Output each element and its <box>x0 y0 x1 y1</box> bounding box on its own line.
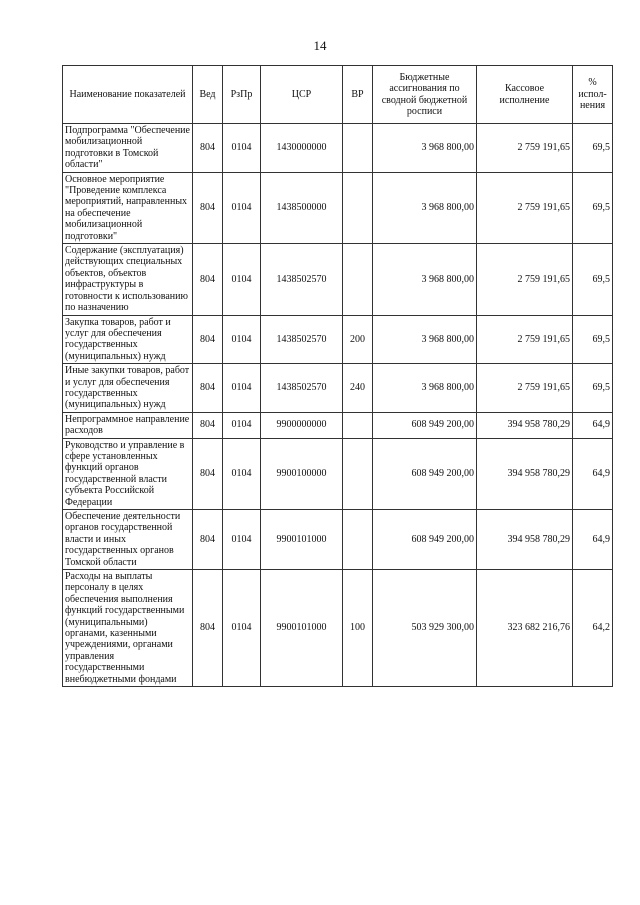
col-header-cash: Кассовое исполнение <box>477 66 573 124</box>
cell-percent: 69,5 <box>573 315 613 364</box>
table-row <box>63 510 613 570</box>
table-row <box>63 364 613 413</box>
cell-budget: 3 968 800,00 <box>373 315 477 364</box>
cell-ved: 804 <box>193 124 223 173</box>
cell-name: Непрограммное направление расходов <box>63 412 193 438</box>
cell-vr <box>343 172 373 243</box>
table-row <box>63 172 613 243</box>
cell-vr: 240 <box>343 364 373 413</box>
cell-rzpr: 0104 <box>223 315 261 364</box>
cell-name: Расходы на выплаты персоналу в целях обеспечения выполнения функций государственными (муниципальными) органами, казенными учреждениями, органами управления государственными внебюджетными фондами <box>63 570 193 687</box>
cell-rzpr: 0104 <box>223 510 261 570</box>
cell-rzpr: 0104 <box>223 244 261 315</box>
cell-budget: 3 968 800,00 <box>373 172 477 243</box>
cell-csr: 9900101000 <box>261 570 343 687</box>
cell-cash: 2 759 191,65 <box>477 315 573 364</box>
cell-csr: 1438500000 <box>261 172 343 243</box>
cell-vr <box>343 438 373 509</box>
col-header-budget: Бюджетные ассигнования по сводной бюджетной росписи <box>373 66 477 124</box>
cell-name: Руководство и управление в сфере установленных функций органов государственной власти субъекта Российской Федерации <box>63 438 193 509</box>
cell-percent: 64,9 <box>573 438 613 509</box>
cell-cash: 394 958 780,29 <box>477 438 573 509</box>
table-row <box>63 570 613 687</box>
cell-cash: 394 958 780,29 <box>477 510 573 570</box>
cell-cash: 2 759 191,65 <box>477 244 573 315</box>
page-number: 14 <box>313 38 327 53</box>
cell-percent: 64,9 <box>573 510 613 570</box>
cell-rzpr: 0104 <box>223 172 261 243</box>
cell-budget: 3 968 800,00 <box>373 364 477 413</box>
table-header-row <box>63 66 613 124</box>
cell-vr <box>343 124 373 173</box>
budget-execution-table <box>62 65 613 687</box>
cell-csr: 9900000000 <box>261 412 343 438</box>
cell-csr: 1438502570 <box>261 315 343 364</box>
cell-percent: 64,2 <box>573 570 613 687</box>
cell-cash: 2 759 191,65 <box>477 124 573 173</box>
cell-name: Иные закупки товаров, работ и услуг для обеспечения государственных (муниципальных) нужд <box>63 364 193 413</box>
cell-ved: 804 <box>193 438 223 509</box>
col-header-rzpr: РзПр <box>223 66 261 124</box>
cell-name: Основное мероприятие "Проведение комплекса мероприятий, направленных на обеспечение мобилизационной подготовки" <box>63 172 193 243</box>
col-header-name: Наименование показателей <box>63 66 193 124</box>
cell-percent: 69,5 <box>573 364 613 413</box>
cell-budget: 608 949 200,00 <box>373 510 477 570</box>
table-row <box>63 124 613 173</box>
cell-ved: 804 <box>193 315 223 364</box>
cell-rzpr: 0104 <box>223 124 261 173</box>
cell-cash: 323 682 216,76 <box>477 570 573 687</box>
cell-percent: 64,9 <box>573 412 613 438</box>
cell-rzpr: 0104 <box>223 438 261 509</box>
cell-csr: 1430000000 <box>261 124 343 173</box>
cell-budget: 608 949 200,00 <box>373 412 477 438</box>
col-header-ved: Вед <box>193 66 223 124</box>
cell-cash: 2 759 191,65 <box>477 172 573 243</box>
cell-ved: 804 <box>193 412 223 438</box>
cell-cash: 2 759 191,65 <box>477 364 573 413</box>
cell-rzpr: 0104 <box>223 412 261 438</box>
cell-ved: 804 <box>193 172 223 243</box>
cell-rzpr: 0104 <box>223 364 261 413</box>
cell-percent: 69,5 <box>573 172 613 243</box>
cell-csr: 9900100000 <box>261 438 343 509</box>
table-row <box>63 412 613 438</box>
table-row <box>63 244 613 315</box>
cell-percent: 69,5 <box>573 244 613 315</box>
cell-ved: 804 <box>193 244 223 315</box>
cell-ved: 804 <box>193 510 223 570</box>
table-row <box>63 315 613 364</box>
col-header-vr: ВР <box>343 66 373 124</box>
cell-ved: 804 <box>193 364 223 413</box>
cell-cash: 394 958 780,29 <box>477 412 573 438</box>
cell-budget: 503 929 300,00 <box>373 570 477 687</box>
cell-budget: 3 968 800,00 <box>373 124 477 173</box>
cell-vr <box>343 244 373 315</box>
cell-name: Закупка товаров, работ и услуг для обеспечения государственных (муниципальных) нужд <box>63 315 193 364</box>
table-row <box>63 438 613 509</box>
col-header-csr: ЦСР <box>261 66 343 124</box>
cell-budget: 3 968 800,00 <box>373 244 477 315</box>
cell-csr: 9900101000 <box>261 510 343 570</box>
cell-name: Подпрограмма "Обеспечение мобилизационной подготовки в Томской области" <box>63 124 193 173</box>
cell-name: Обеспечение деятельности органов государственной власти и иных государственных органов Томской области <box>63 510 193 570</box>
cell-vr <box>343 510 373 570</box>
cell-rzpr: 0104 <box>223 570 261 687</box>
table-body <box>63 124 613 687</box>
cell-vr: 100 <box>343 570 373 687</box>
cell-ved: 804 <box>193 570 223 687</box>
cell-vr <box>343 412 373 438</box>
cell-vr: 200 <box>343 315 373 364</box>
col-header-percent: % испол-нения <box>573 66 613 124</box>
cell-name: Содержание (эксплуатация) действующих специальных объектов, объектов инфраструктуры в готовности к использованию по назначению <box>63 244 193 315</box>
cell-budget: 608 949 200,00 <box>373 438 477 509</box>
cell-percent: 69,5 <box>573 124 613 173</box>
cell-csr: 1438502570 <box>261 244 343 315</box>
cell-csr: 1438502570 <box>261 364 343 413</box>
